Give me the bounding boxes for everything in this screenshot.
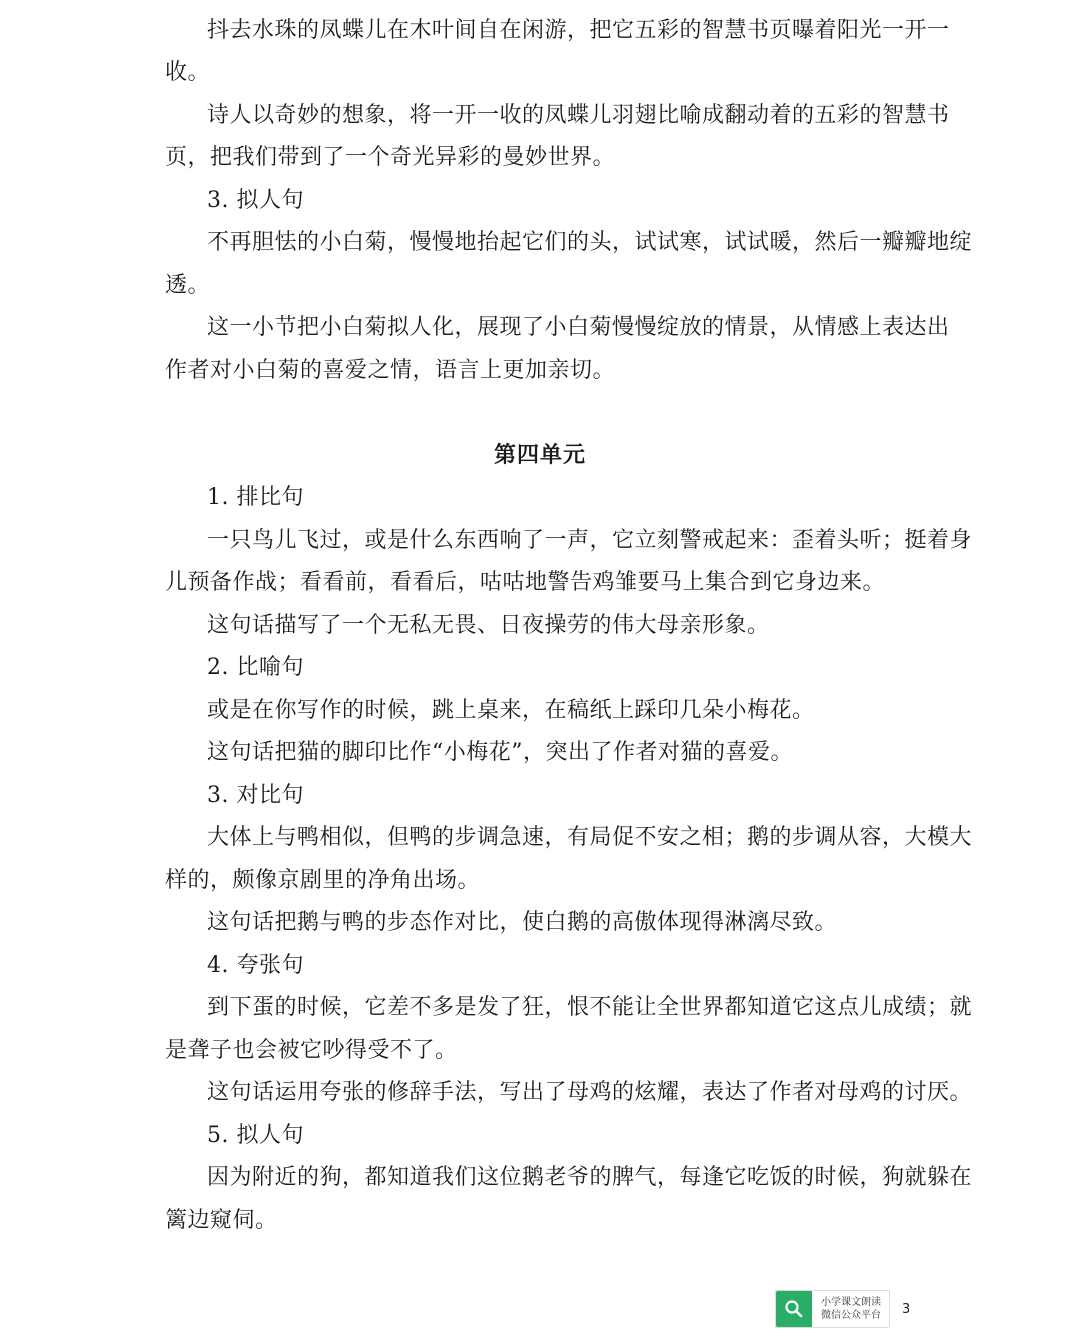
paragraph-line: 篱边窥伺。 xyxy=(165,1208,278,1233)
wechat-badge-line2: 微信公众平台 xyxy=(821,1310,881,1321)
paragraph-line: 这句话把猫的脚印比作“小梅花”，突出了作者对猫的喜爱。 xyxy=(207,740,793,765)
paragraph-line: 一只鸟儿飞过，或是什么东西响了一声，它立刻警戒起来：歪着头听；挺着身 xyxy=(207,528,973,553)
paragraph-line: 作者对小白菊的喜爱之情，语言上更加亲切。 xyxy=(165,358,616,383)
wechat-badge-line1: 小学课文朗读 xyxy=(821,1297,881,1308)
paragraph-line: 抖去水珠的凤蝶儿在木叶间自在闲游，把它五彩的智慧书页曝着阳光一开一 xyxy=(207,18,950,43)
paragraph-line: 儿预备作战；看看前，看看后，咕咕地警告鸡雏要马上集合到它身边来。 xyxy=(165,570,886,595)
wechat-badge[interactable] xyxy=(775,1290,890,1328)
paragraph-line: 收。 xyxy=(165,60,211,85)
paragraph-line: 这一小节把小白菊拟人化，展现了小白菊慢慢绽放的情景，从情感上表达出 xyxy=(207,315,950,340)
section-label: 3. 拟人句 xyxy=(207,188,304,213)
paragraph-line: 透。 xyxy=(165,273,211,298)
paragraph-line: 是聋子也会被它吵得受不了。 xyxy=(165,1038,458,1063)
paragraph-line: 这句话描写了一个无私无畏、日夜操劳的伟大母亲形象。 xyxy=(207,613,770,638)
section-label: 4. 夸张句 xyxy=(207,953,304,978)
unit-heading: 第四单元 xyxy=(493,443,586,468)
paragraph-line: 这句话把鹅与鸭的步态作对比，使白鹅的高傲体现得淋漓尽致。 xyxy=(207,910,838,935)
paragraph-line: 大体上与鸭相似，但鸭的步调急速，有局促不安之相；鹅的步调从容，大模大 xyxy=(207,825,973,850)
paragraph-line: 到下蛋的时候，它差不多是发了狂，恨不能让全世界都知道它这点儿成绩；就 xyxy=(207,995,973,1020)
paragraph-line: 诗人以奇妙的想象，将一开一收的凤蝶儿羽翅比喻成翻动着的五彩的智慧书 xyxy=(207,103,950,128)
wechat-badge-text xyxy=(821,1296,881,1322)
page-number: 3 xyxy=(902,1301,911,1317)
paragraph-line: 或是在你写作的时候，跳上桌来，在稿纸上踩印几朵小梅花。 xyxy=(207,698,815,723)
section-label: 1. 排比句 xyxy=(207,485,304,510)
section-label: 5. 拟人句 xyxy=(207,1123,304,1148)
section-label: 2. 比喻句 xyxy=(207,655,304,680)
paragraph-line: 样的，颇像京剧里的净角出场。 xyxy=(165,868,481,893)
paragraph-line: 这句话运用夸张的修辞手法，写出了母鸡的炫耀，表达了作者对母鸡的讨厌。 xyxy=(207,1080,973,1105)
page-footer xyxy=(775,1291,910,1327)
paragraph-line: 不再胆怯的小白菊，慢慢地抬起它们的头，试试寒，试试暖，然后一瓣瓣地绽 xyxy=(207,230,973,255)
paragraph-line: 因为附近的狗，都知道我们这位鹅老爷的脾气，每逢它吃饭的时候，狗就躲在 xyxy=(207,1165,973,1190)
paragraph-line: 页，把我们带到了一个奇光异彩的曼妙世界。 xyxy=(165,145,616,170)
section-label: 3. 对比句 xyxy=(207,783,304,808)
search-icon xyxy=(776,1291,812,1327)
